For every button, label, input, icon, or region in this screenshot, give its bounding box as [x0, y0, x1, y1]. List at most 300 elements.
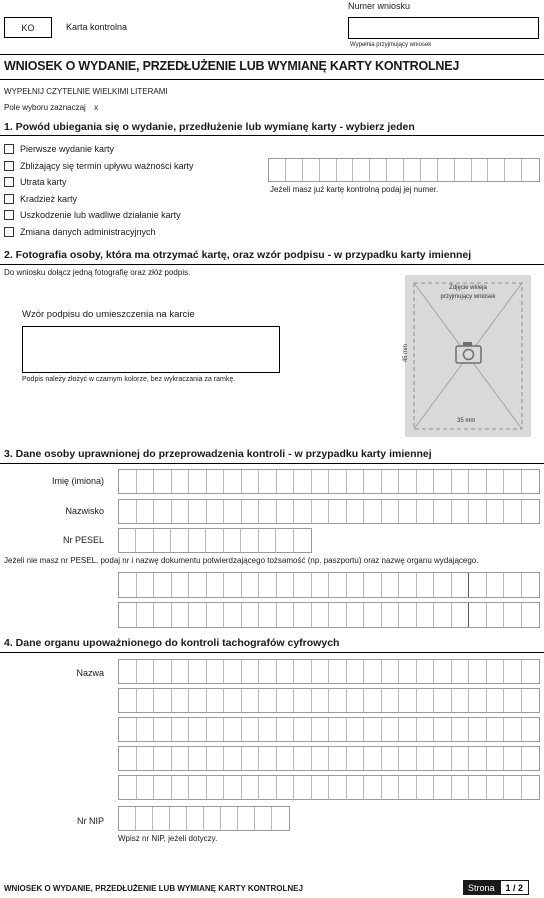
character-cell[interactable]: [504, 573, 522, 597]
character-cell[interactable]: [382, 776, 400, 799]
character-cell[interactable]: [242, 718, 260, 741]
character-cell[interactable]: [329, 689, 347, 712]
character-cell[interactable]: [417, 470, 435, 493]
character-cell[interactable]: [172, 776, 190, 799]
character-cell[interactable]: [137, 660, 155, 683]
authority-name-field[interactable]: [118, 775, 540, 800]
surname-label: Nazwisko: [65, 506, 104, 516]
section-4-title: 4. Dane organu upoważnionego do kontroli tachografów cyfrowych: [4, 637, 340, 649]
divider: [0, 463, 544, 464]
character-cell[interactable]: [119, 470, 137, 493]
character-cell[interactable]: [434, 718, 452, 741]
character-cell[interactable]: [469, 718, 487, 741]
character-cell[interactable]: [294, 747, 312, 770]
character-cell[interactable]: [172, 718, 190, 741]
character-cell[interactable]: [364, 689, 382, 712]
character-cell[interactable]: [329, 776, 347, 799]
character-cell[interactable]: [277, 470, 295, 493]
character-cell[interactable]: [255, 807, 272, 830]
character-cell[interactable]: [207, 603, 225, 627]
application-number-field[interactable]: [348, 17, 539, 39]
character-cell[interactable]: [207, 689, 225, 712]
character-cell[interactable]: [294, 529, 311, 552]
character-cell[interactable]: [382, 500, 400, 523]
character-cell[interactable]: [469, 470, 487, 493]
character-cell[interactable]: [277, 718, 295, 741]
character-cell[interactable]: [154, 747, 172, 770]
reason-checkbox[interactable]: [4, 194, 14, 204]
reason-option[interactable]: [4, 191, 194, 207]
character-cell[interactable]: [172, 747, 190, 770]
character-cell[interactable]: [452, 500, 470, 523]
character-cell[interactable]: [204, 807, 221, 830]
character-cell[interactable]: [382, 718, 400, 741]
surname-field[interactable]: [118, 499, 540, 524]
character-cell[interactable]: [399, 573, 417, 597]
character-cell[interactable]: [417, 500, 435, 523]
character-cell[interactable]: [417, 776, 435, 799]
character-cell[interactable]: [329, 747, 347, 770]
character-cell[interactable]: [364, 718, 382, 741]
character-cell[interactable]: [224, 689, 242, 712]
character-cell[interactable]: [259, 603, 277, 627]
character-cell[interactable]: [434, 470, 452, 493]
card-number-hint: Jeżeli masz już kartę kontrolną podaj jej numer.: [270, 185, 439, 194]
character-cell[interactable]: [172, 573, 190, 597]
character-cell[interactable]: [469, 776, 487, 799]
character-cell[interactable]: [154, 660, 172, 683]
section-2-title: 2. Fotografia osoby, która ma otrzymać kartę, oraz wzór podpisu - w przypadku karty imiennej: [4, 249, 472, 261]
character-cell[interactable]: [522, 660, 540, 683]
character-cell[interactable]: [452, 573, 470, 597]
character-cell[interactable]: [417, 660, 435, 683]
character-cell[interactable]: [207, 573, 225, 597]
card-number-field[interactable]: [268, 158, 540, 182]
character-cell[interactable]: [452, 747, 470, 770]
reason-checkbox[interactable]: [4, 227, 14, 237]
character-cell[interactable]: [364, 747, 382, 770]
character-cell[interactable]: [522, 573, 540, 597]
page-label: Strona: [463, 880, 500, 895]
character-cell[interactable]: [171, 529, 188, 552]
character-cell[interactable]: [417, 603, 435, 627]
character-cell[interactable]: [504, 718, 522, 741]
character-cell[interactable]: [207, 747, 225, 770]
character-cell[interactable]: [294, 718, 312, 741]
character-cell[interactable]: [277, 573, 295, 597]
reason-option[interactable]: [4, 141, 194, 157]
character-cell[interactable]: [312, 603, 330, 627]
character-cell[interactable]: [259, 529, 276, 552]
character-cell[interactable]: [452, 603, 470, 627]
character-cell[interactable]: [286, 159, 303, 181]
character-cell[interactable]: [242, 660, 260, 683]
character-cell[interactable]: [137, 776, 155, 799]
character-cell[interactable]: [259, 718, 277, 741]
character-cell[interactable]: [504, 470, 522, 493]
mark-choice-label: Pole wyboru zaznaczaj: [4, 103, 86, 112]
character-cell[interactable]: [259, 500, 277, 523]
issuing-authority-field[interactable]: [118, 602, 540, 628]
character-cell[interactable]: [522, 747, 540, 770]
character-cell[interactable]: [119, 529, 136, 552]
character-cell[interactable]: [137, 718, 155, 741]
character-cell[interactable]: [206, 529, 223, 552]
character-cell[interactable]: [417, 718, 435, 741]
character-cell[interactable]: [189, 573, 207, 597]
character-cell[interactable]: [154, 500, 172, 523]
character-cell[interactable]: [189, 470, 207, 493]
character-cell[interactable]: [119, 573, 137, 597]
character-cell[interactable]: [119, 747, 137, 770]
character-cell[interactable]: [189, 529, 206, 552]
character-cell[interactable]: [421, 159, 438, 181]
signature-field[interactable]: [22, 326, 280, 373]
character-cell[interactable]: [303, 159, 320, 181]
character-cell[interactable]: [277, 747, 295, 770]
character-cell[interactable]: [172, 500, 190, 523]
character-cell[interactable]: [329, 660, 347, 683]
page-title: WNIOSEK O WYDANIE, PRZEDŁUŻENIE LUB WYMIANĘ KARTY KONTROLNEJ: [4, 59, 460, 73]
character-cell[interactable]: [347, 776, 365, 799]
character-cell[interactable]: [337, 159, 354, 181]
nip-field[interactable]: [118, 806, 290, 831]
character-cell[interactable]: [259, 689, 277, 712]
reason-checkbox[interactable]: [4, 144, 14, 154]
character-cell[interactable]: [382, 689, 400, 712]
character-cell[interactable]: [504, 689, 522, 712]
character-cell[interactable]: [154, 470, 172, 493]
character-cell[interactable]: [224, 776, 242, 799]
character-cell[interactable]: [154, 573, 172, 597]
footer-title: WNIOSEK O WYDANIE, PRZEDŁUŻENIE LUB WYMIANĘ KARTY KONTROLNEJ: [4, 884, 303, 893]
character-cell[interactable]: [221, 807, 238, 830]
character-cell[interactable]: [522, 603, 540, 627]
character-cell[interactable]: [294, 470, 312, 493]
character-cell[interactable]: [312, 470, 330, 493]
character-cell[interactable]: [277, 776, 295, 799]
character-cell[interactable]: [224, 470, 242, 493]
character-cell[interactable]: [294, 660, 312, 683]
character-cell[interactable]: [399, 470, 417, 493]
character-cell[interactable]: [504, 500, 522, 523]
character-cell[interactable]: [487, 573, 505, 597]
character-cell[interactable]: [364, 500, 382, 523]
character-cell[interactable]: [399, 500, 417, 523]
photo-width-label: 35 mm: [457, 418, 476, 424]
character-cell[interactable]: [364, 470, 382, 493]
character-cell[interactable]: [187, 807, 204, 830]
character-cell[interactable]: [434, 660, 452, 683]
character-cell[interactable]: [505, 159, 522, 181]
character-cell[interactable]: [224, 718, 242, 741]
character-cell[interactable]: [452, 776, 470, 799]
character-cell[interactable]: [312, 689, 330, 712]
character-cell[interactable]: [119, 500, 137, 523]
character-cell[interactable]: [312, 747, 330, 770]
character-cell[interactable]: [469, 660, 487, 683]
character-cell[interactable]: [207, 470, 225, 493]
character-cell[interactable]: [434, 500, 452, 523]
reason-option[interactable]: [4, 224, 194, 240]
photo-placeholder: [405, 275, 531, 437]
character-cell[interactable]: [469, 689, 487, 712]
divider: [0, 54, 544, 55]
character-cell[interactable]: [242, 573, 260, 597]
first-name-field[interactable]: [118, 469, 540, 494]
character-cell[interactable]: [417, 573, 435, 597]
character-cell[interactable]: [294, 573, 312, 597]
character-cell[interactable]: [364, 660, 382, 683]
character-cell[interactable]: [224, 603, 242, 627]
character-cell[interactable]: [347, 573, 365, 597]
character-cell[interactable]: [522, 500, 540, 523]
character-cell[interactable]: [137, 500, 155, 523]
character-cell[interactable]: [434, 747, 452, 770]
character-cell[interactable]: [259, 747, 277, 770]
character-cell[interactable]: [277, 689, 295, 712]
character-cell[interactable]: [364, 776, 382, 799]
character-cell[interactable]: [276, 529, 293, 552]
character-cell[interactable]: [522, 159, 539, 181]
character-cell[interactable]: [347, 603, 365, 627]
character-cell[interactable]: [189, 718, 207, 741]
character-cell[interactable]: [207, 500, 225, 523]
character-cell[interactable]: [277, 603, 295, 627]
character-cell[interactable]: [329, 603, 347, 627]
character-cell[interactable]: [469, 603, 487, 627]
reason-checkbox[interactable]: [4, 177, 14, 187]
character-cell[interactable]: [136, 807, 153, 830]
character-cell[interactable]: [259, 573, 277, 597]
authority-name-field[interactable]: [118, 746, 540, 771]
character-cell[interactable]: [189, 689, 207, 712]
character-cell[interactable]: [347, 747, 365, 770]
character-cell[interactable]: [154, 718, 172, 741]
authority-name-field[interactable]: [118, 659, 540, 684]
character-cell[interactable]: [119, 660, 137, 683]
character-cell[interactable]: [189, 776, 207, 799]
character-cell[interactable]: [137, 603, 155, 627]
character-cell[interactable]: [399, 603, 417, 627]
character-cell[interactable]: [224, 747, 242, 770]
mark-symbol: x: [94, 103, 99, 112]
character-cell[interactable]: [294, 689, 312, 712]
character-cell[interactable]: [312, 776, 330, 799]
character-cell[interactable]: [294, 500, 312, 523]
character-cell[interactable]: [469, 573, 487, 597]
character-cell[interactable]: [399, 776, 417, 799]
character-cell[interactable]: [207, 660, 225, 683]
character-cell[interactable]: [119, 689, 137, 712]
character-cell[interactable]: [522, 718, 540, 741]
character-cell[interactable]: [242, 776, 260, 799]
character-cell[interactable]: [119, 718, 137, 741]
character-cell[interactable]: [487, 776, 505, 799]
character-cell[interactable]: [452, 718, 470, 741]
character-cell[interactable]: [487, 747, 505, 770]
character-cell[interactable]: [312, 718, 330, 741]
character-cell[interactable]: [347, 718, 365, 741]
character-cell[interactable]: [294, 603, 312, 627]
character-cell[interactable]: [487, 603, 505, 627]
character-cell[interactable]: [137, 747, 155, 770]
character-cell[interactable]: [353, 159, 370, 181]
character-cell[interactable]: [469, 500, 487, 523]
character-cell[interactable]: [154, 603, 172, 627]
character-cell[interactable]: [242, 747, 260, 770]
character-cell[interactable]: [242, 603, 260, 627]
reason-option[interactable]: [4, 158, 194, 174]
character-cell[interactable]: [417, 747, 435, 770]
character-cell[interactable]: [312, 500, 330, 523]
character-cell[interactable]: [488, 159, 505, 181]
character-cell[interactable]: [417, 689, 435, 712]
character-cell[interactable]: [329, 718, 347, 741]
character-cell[interactable]: [434, 776, 452, 799]
character-cell[interactable]: [207, 718, 225, 741]
character-cell[interactable]: [277, 500, 295, 523]
character-cell[interactable]: [242, 500, 260, 523]
reason-option[interactable]: [4, 207, 194, 223]
reason-label: Zmiana danych administracyjnych: [20, 226, 156, 237]
character-cell[interactable]: [154, 689, 172, 712]
character-cell[interactable]: [504, 776, 522, 799]
character-cell[interactable]: [172, 470, 190, 493]
signature-note: Podpis należy złożyć w czarnym kolorze, bez wykraczania za ramkę.: [22, 376, 236, 383]
character-cell[interactable]: [452, 689, 470, 712]
character-cell[interactable]: [312, 660, 330, 683]
character-cell[interactable]: [189, 500, 207, 523]
character-cell[interactable]: [404, 159, 421, 181]
character-cell[interactable]: [170, 807, 187, 830]
character-cell[interactable]: [452, 470, 470, 493]
photo-height-label: 45 mm: [403, 343, 410, 363]
character-cell[interactable]: [487, 470, 505, 493]
character-cell[interactable]: [172, 660, 190, 683]
character-cell[interactable]: [469, 747, 487, 770]
character-cell[interactable]: [259, 660, 277, 683]
character-cell[interactable]: [329, 470, 347, 493]
character-cell[interactable]: [347, 500, 365, 523]
character-cell[interactable]: [272, 807, 289, 830]
character-cell[interactable]: [382, 747, 400, 770]
character-cell[interactable]: [399, 660, 417, 683]
character-cell[interactable]: [224, 573, 242, 597]
character-cell[interactable]: [153, 807, 170, 830]
section-3-title: 3. Dane osoby uprawnionej do przeprowadzenia kontroli - w przypadku karty imiennej: [4, 448, 432, 460]
character-cell[interactable]: [189, 660, 207, 683]
character-cell[interactable]: [347, 689, 365, 712]
character-cell[interactable]: [452, 660, 470, 683]
authority-name-field[interactable]: [118, 717, 540, 742]
character-cell[interactable]: [294, 776, 312, 799]
character-cell[interactable]: [154, 776, 172, 799]
character-cell[interactable]: [522, 470, 540, 493]
character-cell[interactable]: [382, 660, 400, 683]
character-cell[interactable]: [434, 689, 452, 712]
character-cell[interactable]: [119, 776, 137, 799]
character-cell[interactable]: [434, 603, 452, 627]
character-cell[interactable]: [504, 747, 522, 770]
character-cell[interactable]: [347, 660, 365, 683]
character-cell[interactable]: [242, 470, 260, 493]
reason-checkbox[interactable]: [4, 210, 14, 220]
character-cell[interactable]: [487, 689, 505, 712]
character-cell[interactable]: [259, 776, 277, 799]
character-cell[interactable]: [312, 573, 330, 597]
character-cell[interactable]: [329, 500, 347, 523]
pesel-field[interactable]: [118, 528, 312, 553]
character-cell[interactable]: [487, 500, 505, 523]
character-cell[interactable]: [277, 660, 295, 683]
character-cell[interactable]: [382, 603, 400, 627]
character-cell[interactable]: [172, 689, 190, 712]
character-cell[interactable]: [522, 776, 540, 799]
character-cell[interactable]: [382, 470, 400, 493]
document-number-field[interactable]: [118, 572, 540, 598]
character-cell[interactable]: [172, 603, 190, 627]
character-cell[interactable]: [242, 689, 260, 712]
character-cell[interactable]: [504, 660, 522, 683]
character-cell[interactable]: [522, 689, 540, 712]
character-cell[interactable]: [434, 573, 452, 597]
character-cell[interactable]: [137, 689, 155, 712]
character-cell[interactable]: [154, 529, 171, 552]
page-number: 1 / 2: [500, 880, 530, 895]
character-cell[interactable]: [207, 776, 225, 799]
ko-code-box: [4, 17, 52, 38]
character-cell[interactable]: [387, 159, 404, 181]
character-cell[interactable]: [224, 500, 242, 523]
character-cell[interactable]: [329, 573, 347, 597]
character-cell[interactable]: [364, 603, 382, 627]
character-cell[interactable]: [370, 159, 387, 181]
character-cell[interactable]: [504, 603, 522, 627]
character-cell[interactable]: [119, 807, 136, 830]
character-cell[interactable]: [455, 159, 472, 181]
reason-checkbox[interactable]: [4, 161, 14, 171]
character-cell[interactable]: [399, 718, 417, 741]
authority-name-field[interactable]: [118, 688, 540, 713]
character-cell[interactable]: [189, 747, 207, 770]
character-cell[interactable]: [119, 603, 137, 627]
character-cell[interactable]: [269, 159, 286, 181]
character-cell[interactable]: [259, 470, 277, 493]
character-cell[interactable]: [364, 573, 382, 597]
character-cell[interactable]: [224, 660, 242, 683]
character-cell[interactable]: [238, 807, 255, 830]
character-cell[interactable]: [487, 718, 505, 741]
character-cell[interactable]: [241, 529, 258, 552]
character-cell[interactable]: [382, 573, 400, 597]
divider: [0, 264, 544, 265]
reason-label: Utrata karty: [20, 177, 67, 188]
character-cell[interactable]: [189, 603, 207, 627]
character-cell[interactable]: [320, 159, 337, 181]
character-cell[interactable]: [137, 573, 155, 597]
character-cell[interactable]: [347, 470, 365, 493]
reason-option[interactable]: [4, 174, 194, 190]
character-cell[interactable]: [399, 689, 417, 712]
character-cell[interactable]: [399, 747, 417, 770]
character-cell[interactable]: [136, 529, 153, 552]
character-cell[interactable]: [137, 470, 155, 493]
character-cell[interactable]: [224, 529, 241, 552]
character-cell[interactable]: [438, 159, 455, 181]
character-cell[interactable]: [487, 660, 505, 683]
character-cell[interactable]: [472, 159, 489, 181]
